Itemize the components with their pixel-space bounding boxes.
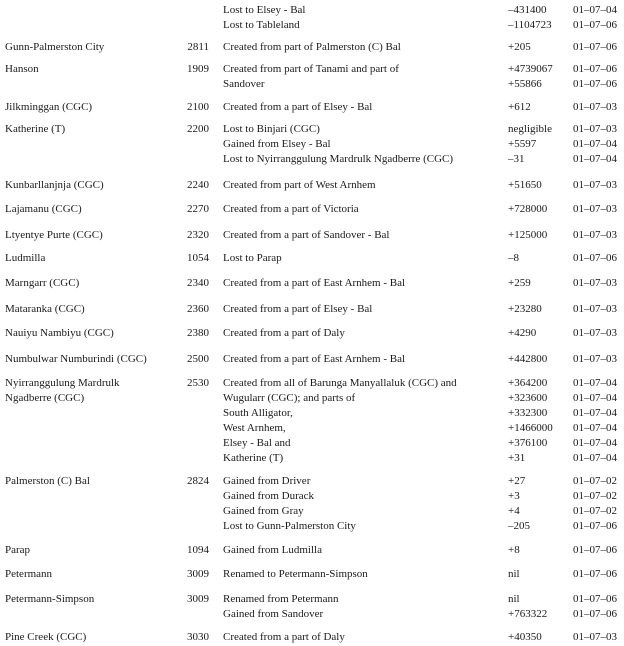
area-change-value: nil	[508, 593, 520, 605]
change-description: Gained from Durack	[223, 490, 315, 502]
area-name: Nyirranggulung Mardrulk Ngadberre (CGC)	[5, 377, 120, 404]
change-description: Renamed from Petermann	[223, 593, 339, 605]
effective-date: 01–07–04	[573, 452, 617, 464]
change-lines	[0, 352, 624, 367]
change-description: Sandover	[223, 78, 265, 90]
change-line	[0, 178, 624, 193]
area-name: Katherine (T)	[5, 123, 66, 135]
area-change-value: +612	[508, 101, 531, 113]
area-change-value: +27	[508, 475, 526, 487]
effective-date: 01–07–02	[573, 490, 617, 502]
change-lines	[0, 302, 624, 317]
change-lines	[0, 228, 624, 243]
area-code: 2320	[187, 229, 209, 241]
change-description: Created from all of Barunga Manyallaluk (CGC) and	[223, 377, 457, 389]
change-description: Lost to Binjari (CGC)	[223, 123, 320, 135]
area-name: Ltyentye Purte (CGC)	[5, 229, 103, 241]
effective-date: 01–07–02	[573, 475, 617, 487]
area-change-value: –431400	[508, 4, 547, 16]
change-line	[0, 18, 624, 33]
change-lines	[0, 62, 624, 92]
area-name: Marngarr (CGC)	[5, 277, 80, 289]
change-line	[0, 406, 624, 421]
change-line	[0, 519, 624, 534]
change-line	[0, 474, 624, 489]
area-code: 2500	[187, 353, 209, 365]
change-line	[0, 421, 624, 436]
change-description: Created from a part of Daly	[223, 327, 345, 339]
area-code: 2530	[187, 377, 209, 389]
area-change-value: +31	[508, 452, 526, 464]
change-line	[0, 228, 624, 243]
change-lines	[0, 122, 624, 167]
effective-date: 01–07–04	[573, 377, 617, 389]
change-line	[0, 592, 624, 607]
area-name: Jilkminggan (CGC)	[5, 101, 93, 113]
change-line	[0, 376, 624, 391]
change-description: Created from a part of Sandover - Bal	[223, 229, 390, 241]
change-line	[0, 40, 624, 55]
area-code: 2824	[187, 475, 209, 487]
effective-date: 01–07–03	[573, 353, 617, 365]
area-change-value: –1104723	[508, 19, 552, 31]
change-description: Lost to Gunn-Palmerston City	[223, 520, 356, 532]
effective-date: 01–07–06	[573, 41, 617, 53]
change-lines	[0, 592, 624, 622]
change-description: Wugularr (CGC); and parts of	[223, 392, 356, 404]
change-lines	[0, 543, 624, 558]
area-change-value: nil	[508, 568, 520, 580]
change-description: Gained from Ludmilla	[223, 544, 322, 556]
area-name: Hanson	[5, 63, 39, 75]
effective-date: 01–07–03	[573, 123, 617, 135]
area-change-value: +4290	[508, 327, 537, 339]
change-lines	[0, 326, 624, 341]
change-description: Gained from Sandover	[223, 608, 324, 620]
change-line	[0, 251, 624, 266]
area-change-value: +55866	[508, 78, 542, 90]
area-code: 2240	[187, 179, 209, 191]
area-change-value: +1466000	[508, 422, 553, 434]
area-code: 2360	[187, 303, 209, 315]
change-lines	[0, 567, 624, 582]
effective-date: 01–07–06	[573, 593, 617, 605]
area-code: 3009	[187, 568, 209, 580]
area-name: Pine Creek (CGC)	[5, 631, 87, 643]
change-description: Created from a part of East Arnhem - Bal	[223, 277, 406, 289]
change-line	[0, 3, 624, 18]
area-code: 1054	[187, 252, 209, 264]
effective-date: 01–07–04	[573, 153, 617, 165]
area-change-value: +205	[508, 41, 531, 53]
effective-date: 01–07–04	[573, 422, 617, 434]
change-description: Created from a part of Elsey - Bal	[223, 101, 373, 113]
change-line	[0, 436, 624, 451]
effective-date: 01–07–04	[573, 392, 617, 404]
area-change-value: +3	[508, 490, 520, 502]
effective-date: 01–07–04	[573, 4, 617, 16]
change-description: Created from a part of Daly	[223, 631, 345, 643]
area-name: Parap	[5, 544, 31, 556]
change-lines	[0, 630, 624, 645]
area-code: 2340	[187, 277, 209, 289]
effective-date: 01–07–06	[573, 608, 617, 620]
area-code: 2380	[187, 327, 209, 339]
change-lines	[0, 40, 624, 55]
change-line	[0, 607, 624, 622]
change-description: Created from part of West Arnhem	[223, 179, 376, 191]
change-lines	[0, 376, 624, 466]
area-change-value: –31	[508, 153, 525, 165]
area-code: 2100	[187, 101, 209, 113]
area-change-value: +376100	[508, 437, 548, 449]
change-description: Created from a part of Victoria	[223, 203, 359, 215]
change-lines	[0, 178, 624, 193]
change-description: Lost to Parap	[223, 252, 282, 264]
area-change-value: +364200	[508, 377, 548, 389]
area-change-value: +259	[508, 277, 531, 289]
change-line	[0, 276, 624, 291]
change-description: Renamed to Petermann-Simpson	[223, 568, 368, 580]
effective-date: 01–07–03	[573, 277, 617, 289]
effective-date: 01–07–06	[573, 544, 617, 556]
effective-date: 01–07–03	[573, 101, 617, 113]
effective-date: 01–07–06	[573, 520, 617, 532]
change-lines	[0, 202, 624, 217]
effective-date: 01–07–02	[573, 505, 617, 517]
change-lines	[0, 100, 624, 115]
area-change-value: +125000	[508, 229, 548, 241]
change-lines	[0, 3, 624, 33]
effective-date: 01–07–06	[573, 568, 617, 580]
effective-date: 01–07–03	[573, 303, 617, 315]
effective-date: 01–07–03	[573, 631, 617, 643]
area-code: 2811	[187, 41, 209, 53]
change-description: Katherine (T)	[223, 452, 284, 464]
change-description: Created from part of Tanami and part of	[223, 63, 399, 75]
change-description: Created from a part of East Arnhem - Bal	[223, 353, 406, 365]
change-line	[0, 62, 624, 77]
area-change-value: +40350	[508, 631, 542, 643]
area-name: Mataranka (CGC)	[5, 303, 85, 315]
effective-date: 01–07–03	[573, 203, 617, 215]
change-line	[0, 489, 624, 504]
area-name: Gunn-Palmerston City	[5, 41, 105, 53]
change-description: Gained from Driver	[223, 475, 311, 487]
change-line	[0, 567, 624, 582]
area-change-value: +8	[508, 544, 520, 556]
change-lines	[0, 251, 624, 266]
effective-date: 01–07–06	[573, 78, 617, 90]
change-line	[0, 391, 624, 406]
change-line	[0, 630, 624, 645]
change-line	[0, 137, 624, 152]
area-change-value: +323600	[508, 392, 548, 404]
area-name: Petermann-Simpson	[5, 593, 95, 605]
change-description: South Alligator,	[223, 407, 293, 419]
change-line	[0, 326, 624, 341]
area-code: 1094	[187, 544, 209, 556]
area-change-value: +23280	[508, 303, 542, 315]
area-change-value: +332300	[508, 407, 548, 419]
area-name: Palmerston (C) Bal	[5, 475, 90, 487]
change-line	[0, 352, 624, 367]
area-name: Petermann	[5, 568, 53, 580]
area-change-value: +728000	[508, 203, 548, 215]
change-description: Lost to Elsey - Bal	[223, 4, 306, 16]
area-change-value: negligible	[508, 123, 552, 135]
area-name: Lajamanu (CGC)	[5, 203, 82, 215]
change-line	[0, 504, 624, 519]
area-code: 3030	[187, 631, 209, 643]
area-code: 2270	[187, 203, 209, 215]
change-description: Gained from Gray	[223, 505, 304, 517]
area-change-value: –8	[508, 252, 519, 264]
area-change-value: +4739067	[508, 63, 553, 75]
area-name: Ludmilla	[5, 252, 46, 264]
area-change-value: +442800	[508, 353, 548, 365]
effective-date: 01–07–03	[573, 229, 617, 241]
area-change-value: +763322	[508, 608, 548, 620]
change-line	[0, 302, 624, 317]
change-lines	[0, 474, 624, 534]
change-line	[0, 202, 624, 217]
effective-date: 01–07–06	[573, 63, 617, 75]
area-name: Nauiyu Nambiyu (CGC)	[5, 327, 114, 339]
area-change-value: –205	[508, 520, 530, 532]
effective-date: 01–07–04	[573, 407, 617, 419]
change-line	[0, 451, 624, 466]
area-change-value: +4	[508, 505, 520, 517]
change-lines	[0, 276, 624, 291]
change-description: Lost to Nyirranggulung Mardrulk Ngadberre (CGC)	[223, 153, 454, 165]
area-change-value: +5597	[508, 138, 537, 150]
change-description: Elsey - Bal and	[223, 437, 291, 449]
change-line	[0, 543, 624, 558]
effective-date: 01–07–03	[573, 179, 617, 191]
change-description: Gained from Elsey - Bal	[223, 138, 331, 150]
area-name: Numbulwar Numburindi (CGC)	[5, 353, 147, 365]
area-code: 3009	[187, 593, 209, 605]
change-description: Created from a part of Elsey - Bal	[223, 303, 373, 315]
change-description: Lost to Tableland	[223, 19, 300, 31]
area-code: 2200	[187, 123, 209, 135]
area-name: Kunbarllanjnja (CGC)	[5, 179, 104, 191]
change-line	[0, 77, 624, 92]
effective-date: 01–07–04	[573, 138, 617, 150]
change-description: Created from part of Palmerston (C) Bal	[223, 41, 401, 53]
change-line	[0, 100, 624, 115]
effective-date: 01–07–03	[573, 327, 617, 339]
change-line	[0, 152, 624, 167]
area-change-value: +51650	[508, 179, 542, 191]
effective-date: 01–07–06	[573, 252, 617, 264]
effective-date: 01–07–06	[573, 19, 617, 31]
area-code: 1909	[187, 63, 209, 75]
change-line	[0, 122, 624, 137]
change-description: West Arnhem,	[223, 422, 286, 434]
effective-date: 01–07–04	[573, 437, 617, 449]
